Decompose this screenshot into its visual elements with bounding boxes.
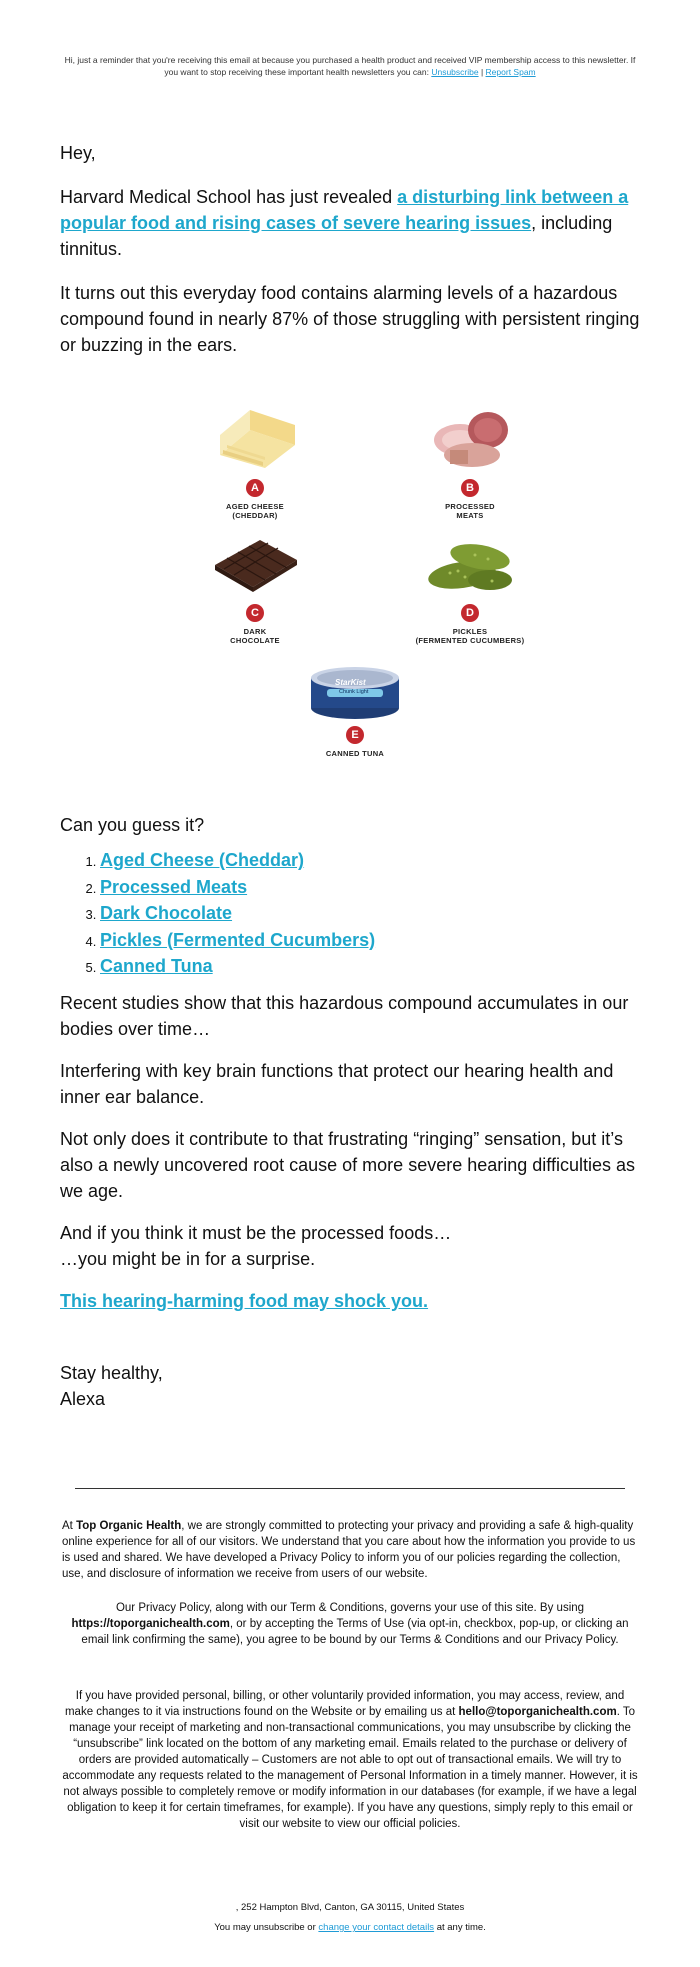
signature: [60, 1360, 163, 1412]
unsub-post: at any time.: [434, 1922, 486, 1933]
pickle-icon: [420, 525, 520, 600]
list-item: [100, 848, 375, 875]
caption-d-line2: (FERMENTED CUCUMBERS): [415, 636, 525, 645]
badge-d: D: [461, 604, 479, 622]
option-canned-tuna-link[interactable]: Canned Tuna: [100, 956, 213, 976]
guess-question: Can you guess it?: [60, 815, 205, 835]
caption-c-line1: DARK: [243, 627, 267, 636]
tuna-type-label: Chunk Light: [339, 689, 369, 695]
sign-off: Stay healthy,: [60, 1363, 163, 1383]
caption-d-line1: PICKLES: [452, 627, 488, 636]
food-b: [400, 400, 540, 520]
foods-image[interactable]: [185, 400, 525, 775]
option-pickles-link[interactable]: Pickles (Fermented Cucumbers): [100, 929, 376, 950]
footer-privacy-intro: [62, 1518, 638, 1582]
food-a: [185, 400, 325, 520]
option-aged-cheese-link[interactable]: Aged Cheese (Cheddar): [100, 850, 305, 870]
caption-b-line1: PROCESSED: [445, 502, 495, 511]
f1-pre: At: [62, 1520, 77, 1532]
badge-a: A: [246, 479, 264, 497]
f2-post: , or by accepting the Terms of Use (via opt-in, checkbox, pop-up, or clicking an email link confirming the same), you agree to be bound by our Terms & Conditions and our Privacy Policy.: [81, 1618, 629, 1646]
greeting: Hey,: [60, 143, 96, 163]
caption-b-line2: MEATS: [456, 511, 484, 520]
f3-pre: If you have provided personal, billing, or other voluntarily provided information, you may access, review, and make changes to it via instructions found on the Website or by emailing us at: [64, 1690, 625, 1718]
caption-a-line2: (CHEDDAR): [232, 511, 278, 520]
footer-address: , 252 Hampton Blvd, Canton, GA 30115, United States: [235, 1902, 465, 1913]
f3-post: . To manage your receipt of marketing and non-transactional communications, you may unsubscribe by clicking the “unsubscribe” link located on the bottom of any marketing email. Emails related to the purchase or delivery of orders are provided automatically – Customers are not able to opt out of transactional emails. We will try to accommodate any requests related to the management of Personal Information in a timely manner. However, it is not always possible to completely remove or modify information in our databases (for example, if we have a legal obligation to keep it for certain timeframes, for example). If you have any questions, simply reply to this email or visit our website to view our official policies.: [62, 1706, 638, 1830]
unsub-pre: You may unsubscribe or: [214, 1922, 319, 1933]
f3-email: hello@toporganichealth.com: [458, 1706, 617, 1718]
footer-divider: [75, 1488, 625, 1489]
f1-brand: Top Organic Health: [76, 1520, 182, 1532]
food-e: [285, 662, 425, 758]
and-if-line-2: …you might be in for a surprise.: [60, 1249, 316, 1269]
tuna-can-icon: [305, 662, 405, 722]
list-item: [100, 954, 375, 981]
interfering-paragraph: Interfering with key brain functions that protect our hearing health and inner ear balance.: [60, 1061, 614, 1107]
harvard-pre: Harvard Medical School has just revealed: [60, 187, 398, 207]
shock-link[interactable]: This hearing-harming food may shock you.: [60, 1291, 429, 1311]
caption-b: [400, 502, 540, 520]
and-if-line-1: And if you think it must be the processed foods…: [60, 1223, 452, 1243]
preheader: [60, 54, 640, 78]
report-spam-link[interactable]: Report Spam: [485, 67, 536, 77]
unsubscribe-link[interactable]: Unsubscribe: [431, 67, 479, 77]
preheader-text: Hi, just a reminder that you're receiving this email at because you purchased a health product and received VIP membership access to this newsletter. If you want to stop receiving these important health newsletters you can:: [64, 55, 636, 77]
footer-personal-info: [62, 1688, 638, 1832]
caption-c: [185, 627, 325, 645]
meat-icon: [420, 400, 520, 475]
footer-privacy-policy: [62, 1600, 638, 1648]
harvard-paragraph: [60, 184, 650, 262]
food-d: [400, 525, 540, 645]
caption-d: [400, 627, 540, 645]
change-contact-details-link[interactable]: change your contact details: [318, 1922, 435, 1933]
option-processed-meats-link[interactable]: Processed Meats: [100, 876, 248, 897]
f2-site: https://toporganichealth.com: [71, 1618, 230, 1630]
badge-e: E: [346, 726, 364, 744]
option-dark-chocolate-link[interactable]: Dark Chocolate: [100, 903, 233, 923]
badge-b: B: [461, 479, 479, 497]
f2-pre: Our Privacy Policy, along with our Term & Conditions, governs your use of this site. By using: [115, 1602, 585, 1614]
disturbing-link[interactable]: a disturbing link between a popular food and rising cases of severe hearing issues: [60, 187, 629, 233]
badge-c: C: [246, 604, 264, 622]
list-item: [100, 901, 375, 928]
food-c: [185, 525, 325, 645]
preheader-separator: |: [480, 67, 484, 77]
caption-a: [185, 502, 325, 520]
not-only-paragraph: Not only does it contribute to that frustrating “ringing” sensation, but it’s also a newly uncovered root cause of more severe hearing difficulties as we age.: [60, 1129, 635, 1201]
recent-paragraph: Recent studies show that this hazardous compound accumulates in our bodies over time…: [60, 993, 629, 1039]
tuna-brand-label: StarKist: [335, 678, 366, 687]
f1-post: , we are strongly committed to protecting your privacy and providing a safe & high-quality online experience for all of our visitors. We understand that you care about how the information you provide to us is used and shared. We have developed a Privacy Policy to inform you of our policies regarding the collection, use, and disclosure of information we receive from users of our website.: [62, 1520, 636, 1580]
and-if-paragraph: [60, 1220, 451, 1272]
turns-out-paragraph: It turns out this everyday food contains alarming levels of a hazardous compound found in nearly 87% of those struggling with persistent ringing or buzzing in the ears.: [60, 283, 640, 355]
food-options-list: [60, 848, 375, 981]
list-item: [100, 875, 375, 902]
footer-unsubscribe: [60, 1922, 640, 1933]
caption-a-line1: AGED CHEESE: [226, 502, 284, 511]
chocolate-icon: [205, 525, 305, 600]
shock-paragraph: [60, 1288, 428, 1314]
sender-name: Alexa: [60, 1389, 106, 1409]
harvard-post: , including tinnitus.: [60, 213, 613, 259]
cheese-icon: [205, 400, 305, 475]
caption-c-line2: CHOCOLATE: [230, 636, 280, 645]
caption-e: CANNED TUNA: [325, 749, 385, 758]
list-item: [100, 928, 375, 955]
